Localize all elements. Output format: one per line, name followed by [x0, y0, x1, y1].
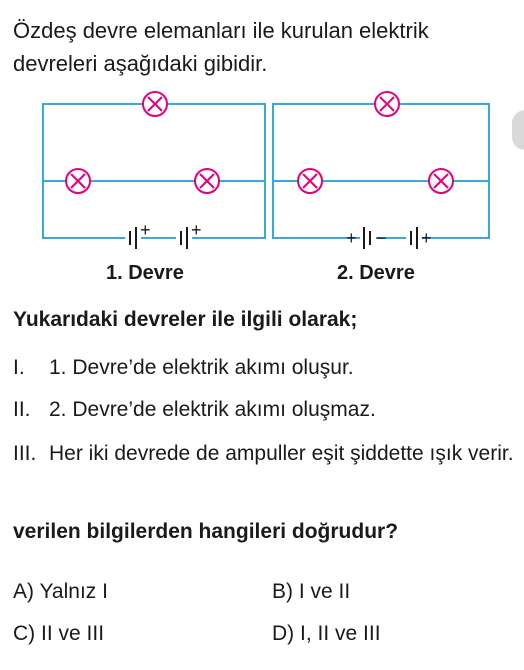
statement-number: I.	[13, 356, 25, 379]
statement-number: III.	[13, 442, 37, 465]
battery-icon	[176, 220, 202, 249]
statement-item	[13, 438, 523, 470]
circuit-1-caption: 1. Devre	[106, 262, 184, 284]
statement-number: II.	[13, 398, 31, 421]
option-label: C)	[13, 622, 36, 645]
option-label: A)	[13, 580, 34, 603]
question-prompt: verilen bilgilerden hangileri doğrudur?	[13, 520, 399, 543]
battery-icon	[406, 227, 432, 249]
answer-option-a[interactable]	[13, 580, 108, 604]
battery-sign: +	[421, 228, 432, 248]
bulb-icon	[143, 92, 167, 116]
statement-text: 1. Devre’de elektrik akımı oluşur.	[49, 356, 354, 379]
bulb-icon	[298, 169, 322, 193]
answer-option-c[interactable]	[13, 622, 104, 646]
battery-sign: −	[376, 228, 387, 248]
circuit-diagrams	[0, 88, 524, 258]
bulb-icon	[195, 169, 219, 193]
option-text: II ve III	[41, 622, 105, 645]
option-label: D)	[272, 622, 295, 645]
question-stem: Yukarıdaki devreler ile ilgili olarak;	[13, 308, 358, 331]
battery-sign: +	[140, 220, 151, 240]
option-text: I, II ve III	[300, 622, 381, 645]
circuit-2-caption: 2. Devre	[337, 262, 415, 284]
statement-item	[13, 394, 523, 426]
battery-sign: +	[191, 220, 202, 240]
answer-option-d[interactable]	[272, 622, 381, 646]
statement-text: 2. Devre’de elektrik akımı oluşmaz.	[49, 398, 376, 421]
option-text: Yalnız I	[39, 580, 108, 603]
battery-icon	[346, 227, 387, 249]
statement-item	[13, 352, 523, 384]
bulb-icon	[375, 92, 399, 116]
statement-text: Her iki devrede de ampuller eşit şiddette ışık verir.	[49, 442, 514, 465]
bulb-icon	[429, 169, 453, 193]
answer-option-b[interactable]	[272, 580, 350, 604]
battery-sign: +	[346, 228, 357, 248]
option-label: B)	[272, 580, 293, 603]
question-intro: Özdeş devre elemanları ile kurulan elektrik devreleri aşağıdaki gibidir.	[13, 18, 429, 76]
bulb-icon	[66, 169, 90, 193]
page-edge-tab	[512, 110, 524, 150]
option-text: I ve II	[298, 580, 351, 603]
battery-icon	[125, 220, 151, 249]
